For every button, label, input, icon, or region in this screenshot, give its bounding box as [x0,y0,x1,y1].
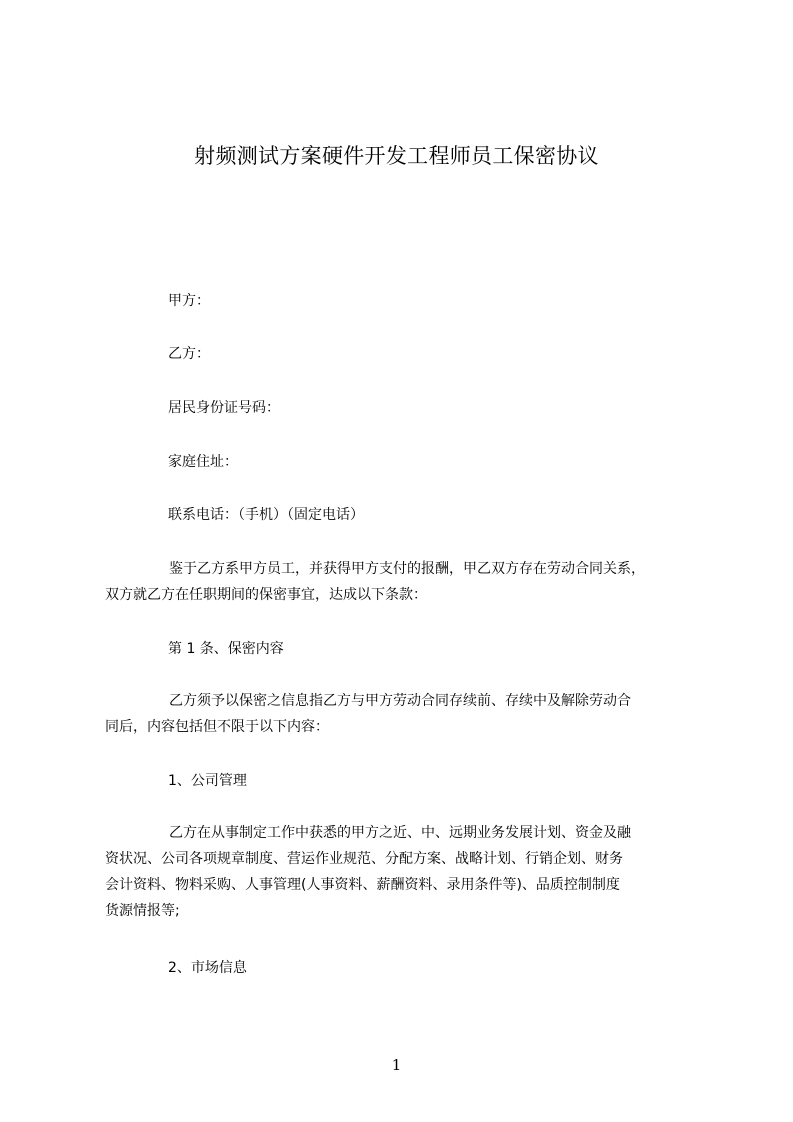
item-1-body-line: 会计资料、物料采购、人事管理(人事资料、薪酬资料、录用条件等)、品质控制制度 [105,877,620,893]
home-address-field: 家庭住址： [168,454,238,470]
party-b-field: 乙方： [168,346,210,362]
page-number: 1 [391,1056,402,1074]
article-1-intro-line: 同后，内容包括但不限于以下内容： [105,719,329,735]
id-number-field: 居民身份证号码： [168,400,280,416]
preamble-paragraph [105,556,705,608]
phone-field: 联系电话：（手机）（固定电话） [168,507,364,523]
item-1-heading: 1、公司管理 [168,773,247,789]
preamble-line: 鉴于乙方系甲方员工，并获得甲方支付的报酬，甲乙双方存在劳动合同关系， [169,561,645,577]
preamble-line: 双方就乙方在任职期间的保密事宜，达成以下条款： [105,587,427,603]
party-a-field: 甲方： [168,293,210,309]
document-title: 射频测试方案硬件开发工程师员工保密协议 [194,144,599,168]
article-1-intro-line: 乙方须予以保密之信息指乙方与甲方劳动合同存续前、存续中及解除劳动合 [169,693,631,709]
article-1-heading: 第 1 条、保密内容 [168,641,284,657]
item-1-body-line: 货源情报等; [105,903,180,919]
item-1-body-paragraph [105,820,705,924]
item-1-body-line: 乙方在从事制定工作中获悉的甲方之近、中、远期业务发展计划、资金及融 [169,825,631,841]
item-1-body-line: 资状况、公司各项规章制度、营运作业规范、分配方案、战略计划、行销企划、财务 [105,851,623,867]
item-2-heading: 2、市场信息 [168,960,247,976]
article-1-intro-paragraph [105,688,705,740]
